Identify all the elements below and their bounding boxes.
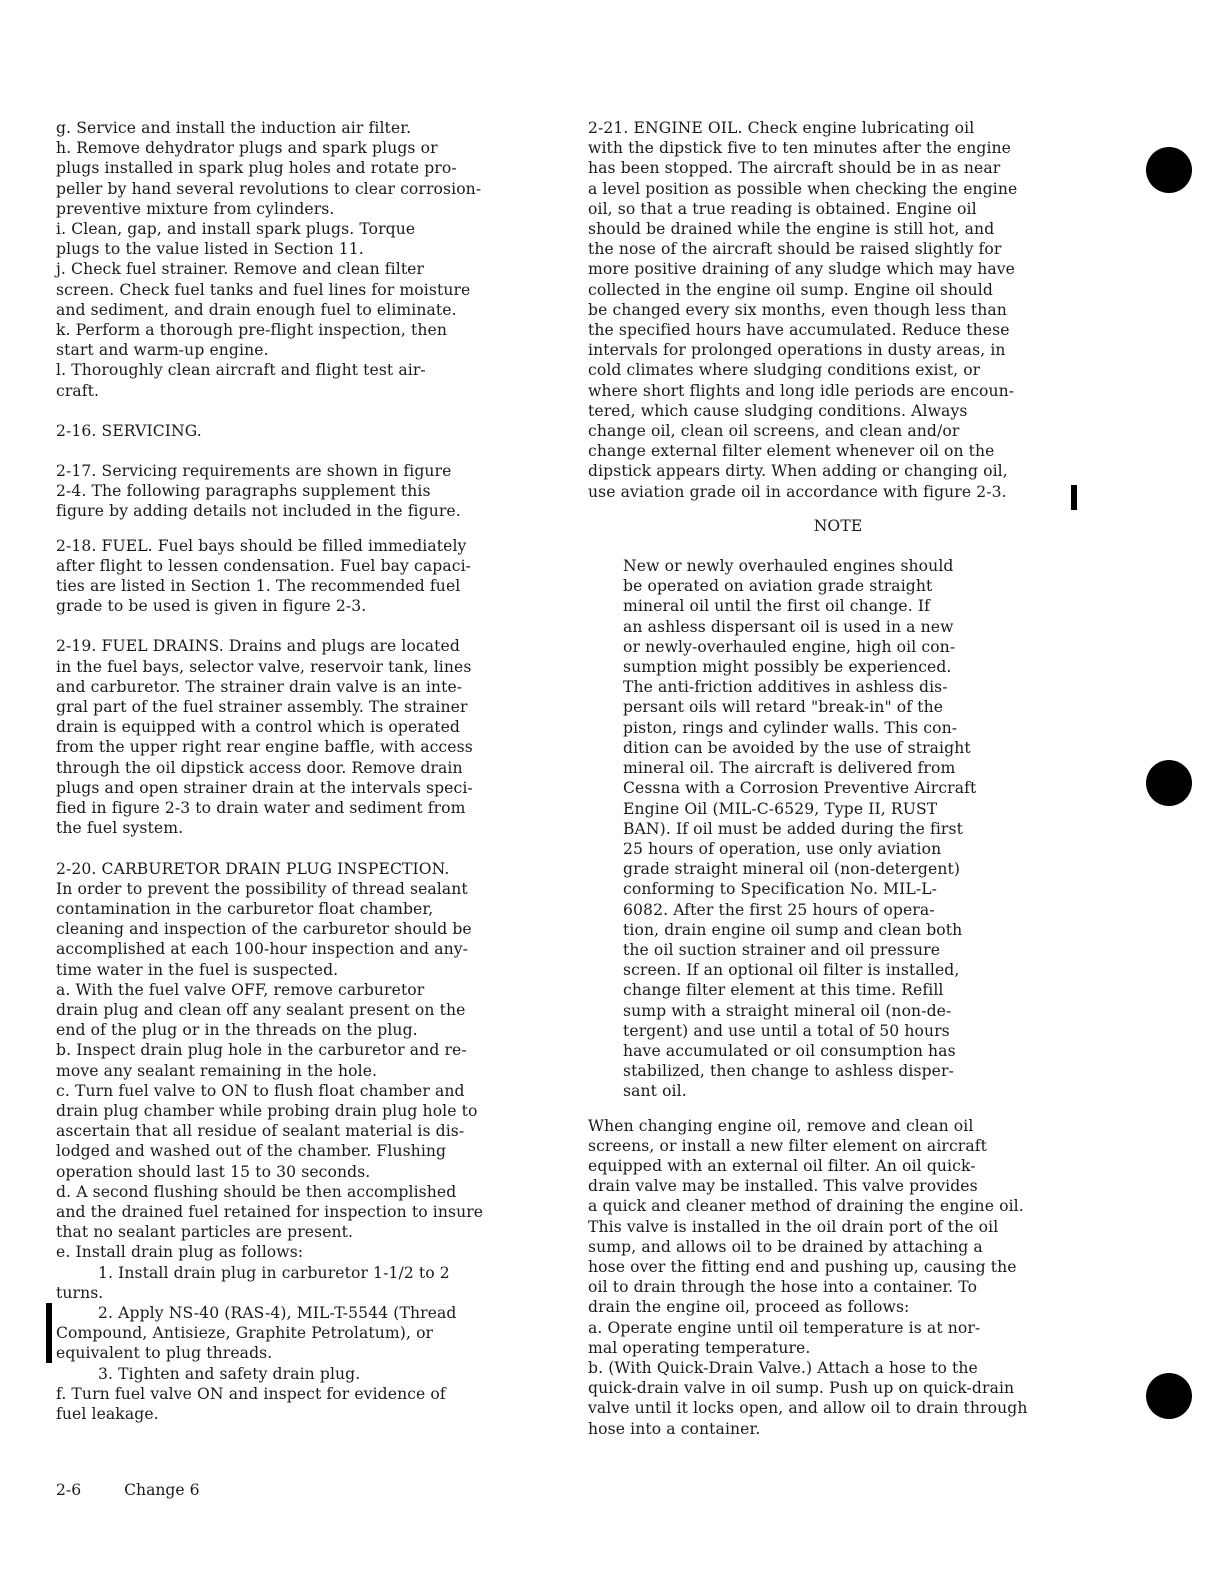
- text-line: the nose of the aircraft should be raised slightly for: [588, 240, 1002, 259]
- text-line: from the upper right rear engine baffle, with access: [56, 738, 473, 757]
- text-line: the fuel system.: [56, 819, 184, 838]
- text-line: cold climates where sludging conditions exist, or: [588, 361, 981, 380]
- text-line: the oil suction strainer and oil pressure: [623, 940, 941, 959]
- substep-1: 1. Install drain plug in carburetor 1-1/2 to 2: [98, 1263, 450, 1282]
- text-line: sump, and allows oil to be drained by attaching a: [588, 1237, 983, 1256]
- text-line: equipped with an external oil filter. An oil quick-: [588, 1156, 976, 1175]
- para-2-20: [56, 859, 556, 1425]
- step-c: c. Turn fuel valve to ON to flush float chamber and: [56, 1081, 465, 1100]
- note-body: [588, 556, 1088, 1101]
- text-line: fuel leakage.: [56, 1404, 159, 1423]
- right-column: [588, 118, 1088, 1439]
- para-2-17: [56, 461, 556, 522]
- text-line: Compound, Antisieze, Graphite Petrolatum), or: [56, 1324, 434, 1343]
- text-line: quick-drain valve in oil sump. Push up on quick-drain: [588, 1379, 1015, 1398]
- text-line: mal operating temperature.: [588, 1338, 811, 1357]
- text-line: stabilized, then change to ashless disper-: [623, 1062, 954, 1081]
- text-line: and sediment, and drain enough fuel to eliminate.: [56, 300, 457, 319]
- punch-hole-bottom: [1146, 1373, 1192, 1419]
- text-line: dition can be avoided by the use of straight: [623, 738, 971, 757]
- text-line: cleaning and inspection of the carburetor should be: [56, 920, 472, 939]
- steps-g-to-l: [56, 118, 556, 401]
- text-line: 2-19. FUEL DRAINS. Drains and plugs are located: [56, 637, 460, 656]
- text-line: drain the engine oil, proceed as follows:: [588, 1298, 910, 1317]
- text-line: 2-18. FUEL. Fuel bays should be filled immediately: [56, 536, 467, 555]
- text-line: hose into a container.: [588, 1419, 761, 1438]
- text-line: equivalent to plug threads.: [56, 1344, 273, 1363]
- text-line: tered, which cause sludging conditions. Always: [588, 401, 968, 420]
- text-line: sant oil.: [623, 1082, 687, 1101]
- step-e: e. Install drain plug as follows:: [56, 1243, 304, 1262]
- heading-2-16: [56, 421, 556, 441]
- text-line: collected in the engine oil sump. Engine oil should: [588, 280, 993, 299]
- text-line: change oil, clean oil screens, and clean and/or: [588, 422, 960, 441]
- change-bar-left: [46, 1303, 52, 1363]
- text-line: In order to prevent the possibility of thread sealant: [56, 879, 468, 898]
- text-line: tion, drain engine oil sump and clean both: [623, 920, 963, 939]
- text-line: accomplished at each 100-hour inspection and any-: [56, 940, 469, 959]
- section-heading: 2-16. SERVICING.: [56, 421, 202, 440]
- text-line: and the drained fuel retained for inspection to insure: [56, 1202, 484, 1221]
- text-line: plugs and open strainer drain at the intervals speci-: [56, 778, 473, 797]
- step-a: a. With the fuel valve OFF, remove carburetor: [56, 980, 425, 999]
- step-h: h. Remove dehydrator plugs and spark plugs or: [56, 139, 438, 158]
- note-title: NOTE: [813, 516, 863, 535]
- page-footer: [56, 1481, 200, 1499]
- para-2-18: [56, 536, 556, 617]
- text-line: mineral oil until the first oil change. If: [623, 597, 930, 616]
- text-line: turns.: [56, 1283, 104, 1302]
- text-line: oil, so that a true reading is obtained. Engine oil: [588, 199, 977, 218]
- text-line: the specified hours have accumulated. Reduce these: [588, 321, 1010, 340]
- text-line: a level position as possible when checking the engine: [588, 179, 1018, 198]
- change-label: Change 6: [124, 1481, 200, 1499]
- text-line: be changed every six months, even though less than: [588, 300, 1007, 319]
- punch-hole-middle: [1146, 760, 1192, 806]
- text-line: 2-4. The following paragraphs supplement this: [56, 482, 431, 501]
- text-line: When changing engine oil, remove and clean oil: [588, 1116, 974, 1135]
- text-line: in the fuel bays, selector valve, reservoir tank, lines: [56, 657, 472, 676]
- text-line: screen. Check fuel tanks and fuel lines for moisture: [56, 280, 471, 299]
- text-line: through the oil dipstick access door. Remove drain: [56, 758, 463, 777]
- text-line: be operated on aviation grade straight: [623, 577, 933, 596]
- text-line: hose over the fitting end and pushing up, causing the: [588, 1257, 1017, 1276]
- text-line: screen. If an optional oil filter is installed,: [623, 961, 960, 980]
- text-line: time water in the fuel is suspected.: [56, 960, 339, 979]
- text-line: has been stopped. The aircraft should be in as near: [588, 159, 1001, 178]
- text-line: New or newly overhauled engines should: [623, 557, 954, 576]
- change-bar-right: [1071, 485, 1077, 510]
- text-line: end of the plug or in the threads on the plug.: [56, 1021, 418, 1040]
- text-line: mineral oil. The aircraft is delivered from: [623, 759, 956, 778]
- text-line: change filter element at this time. Refill: [623, 981, 944, 1000]
- text-line: contamination in the carburetor float chamber,: [56, 899, 434, 918]
- text-line: where short flights and long idle periods are encoun-: [588, 381, 1015, 400]
- substep-2: 2. Apply NS-40 (RAS-4), MIL-T-5544 (Thread: [98, 1303, 457, 1322]
- step-b: b. (With Quick-Drain Valve.) Attach a hose to the: [588, 1358, 978, 1377]
- substep-3: 3. Tighten and safety drain plug.: [98, 1364, 361, 1383]
- text-line: 2-17. Servicing requirements are shown in figure: [56, 462, 452, 481]
- left-column: [56, 118, 556, 1424]
- text-line: persant oils will retard "break-in" of the: [623, 698, 944, 717]
- text-line: 25 hours of operation, use only aviation: [623, 839, 942, 858]
- text-line: plugs installed in spark plug holes and rotate pro-: [56, 159, 457, 178]
- text-line: drain is equipped with a control which is operated: [56, 718, 460, 737]
- para-2-19: [56, 636, 556, 838]
- text-line: start and warm-up engine.: [56, 341, 269, 360]
- text-line: should be drained while the engine is still hot, and: [588, 220, 995, 239]
- step-a: a. Operate engine until oil temperature is at nor-: [588, 1318, 981, 1337]
- text-line: preventive mixture from cylinders.: [56, 199, 335, 218]
- text-line: and carburetor. The strainer drain valve is an inte-: [56, 677, 463, 696]
- page-number: 2-6: [56, 1481, 82, 1499]
- text-line: sumption might possibly be experienced.: [623, 658, 952, 677]
- text-line: drain valve may be installed. This valve provides: [588, 1177, 978, 1196]
- step-l: l. Thoroughly clean aircraft and flight test air-: [56, 361, 426, 380]
- text-line: have accumulated or oil consumption has: [623, 1041, 956, 1060]
- text-line: change external filter element whenever oil on the: [588, 442, 995, 461]
- text-line: ascertain that all residue of sealant material is dis-: [56, 1122, 465, 1141]
- text-line: figure by adding details not included in the figure.: [56, 502, 461, 521]
- text-line: a quick and cleaner method of draining the engine oil.: [588, 1197, 1024, 1216]
- text-line: grade straight mineral oil (non-detergent): [623, 860, 961, 879]
- step-d: d. A second flushing should be then accomplished: [56, 1182, 457, 1201]
- text-line: or newly-overhauled engine, high oil con-: [623, 637, 956, 656]
- text-line: The anti-friction additives in ashless dis-: [623, 678, 948, 697]
- step-k: k. Perform a thorough pre-flight inspection, then: [56, 321, 447, 340]
- step-i: i. Clean, gap, and install spark plugs. Torque: [56, 220, 416, 239]
- text-line: intervals for prolonged operations in dusty areas, in: [588, 341, 1006, 360]
- text-line: an ashless dispersant oil is used in a new: [623, 617, 954, 636]
- text-line: tergent) and use until a total of 50 hours: [623, 1021, 950, 1040]
- text-line: sump with a straight mineral oil (non-de-: [623, 1001, 952, 1020]
- text-line: Cessna with a Corrosion Preventive Aircraft: [623, 779, 977, 798]
- text-line: ties are listed in Section 1. The recommended fuel: [56, 577, 461, 596]
- step-b: b. Inspect drain plug hole in the carburetor and re-: [56, 1041, 467, 1060]
- para-oil-change: [588, 1116, 1088, 1439]
- text-line: drain plug chamber while probing drain plug hole to: [56, 1101, 478, 1120]
- text-line: screens, or install a new filter element on aircraft: [588, 1136, 987, 1155]
- text-line: grade to be used is given in figure 2-3.: [56, 597, 367, 616]
- text-line: plugs to the value listed in Section 11.: [56, 240, 364, 259]
- text-line: 6082. After the first 25 hours of opera-: [623, 900, 935, 919]
- text-line: peller by hand several revolutions to clear corrosion-: [56, 179, 482, 198]
- text-line: drain plug and clean off any sealant present on the: [56, 1000, 466, 1019]
- text-line: move any sealant remaining in the hole.: [56, 1061, 378, 1080]
- text-line: valve until it locks open, and allow oil to drain through: [588, 1399, 1028, 1418]
- text-line: oil to drain through the hose into a container. To: [588, 1278, 978, 1297]
- text-line: that no sealant particles are present.: [56, 1223, 354, 1242]
- step-f: f. Turn fuel valve ON and inspect for evidence of: [56, 1384, 446, 1403]
- step-j: j. Check fuel strainer. Remove and clean filter: [56, 260, 425, 279]
- text-line: with the dipstick five to ten minutes after the engine: [588, 139, 1011, 158]
- text-line: piston, rings and cylinder walls. This con-: [623, 718, 958, 737]
- text-line: BAN). If oil must be added during the first: [623, 819, 963, 838]
- text-line: operation should last 15 to 30 seconds.: [56, 1162, 371, 1181]
- text-line: gral part of the fuel strainer assembly. The strainer: [56, 698, 468, 717]
- text-line: craft.: [56, 381, 100, 400]
- text-line: Engine Oil (MIL-C-6529, Type II, RUST: [623, 799, 938, 818]
- text-line: fied in figure 2-3 to drain water and sediment from: [56, 799, 466, 818]
- step-g: g. Service and install the induction air filter.: [56, 119, 412, 137]
- text-line: after flight to lessen condensation. Fuel bay capaci-: [56, 556, 472, 575]
- text-line: lodged and washed out of the chamber. Flushing: [56, 1142, 447, 1161]
- text-line: use aviation grade oil in accordance with figure 2-3.: [588, 482, 1007, 501]
- section-heading: 2-20. CARBURETOR DRAIN PLUG INSPECTION.: [56, 859, 450, 878]
- para-2-21: [588, 118, 1088, 502]
- text-line: more positive draining of any sludge which may have: [588, 260, 1015, 279]
- text-line: conforming to Specification No. MIL-L-: [623, 880, 938, 899]
- text-line: dipstick appears dirty. When adding or changing oil,: [588, 462, 1008, 481]
- section-heading: 2-21. ENGINE OIL. Check engine lubricating oil: [588, 119, 975, 137]
- text-line: This valve is installed in the oil drain port of the oil: [588, 1217, 999, 1236]
- punch-hole-top: [1146, 147, 1192, 193]
